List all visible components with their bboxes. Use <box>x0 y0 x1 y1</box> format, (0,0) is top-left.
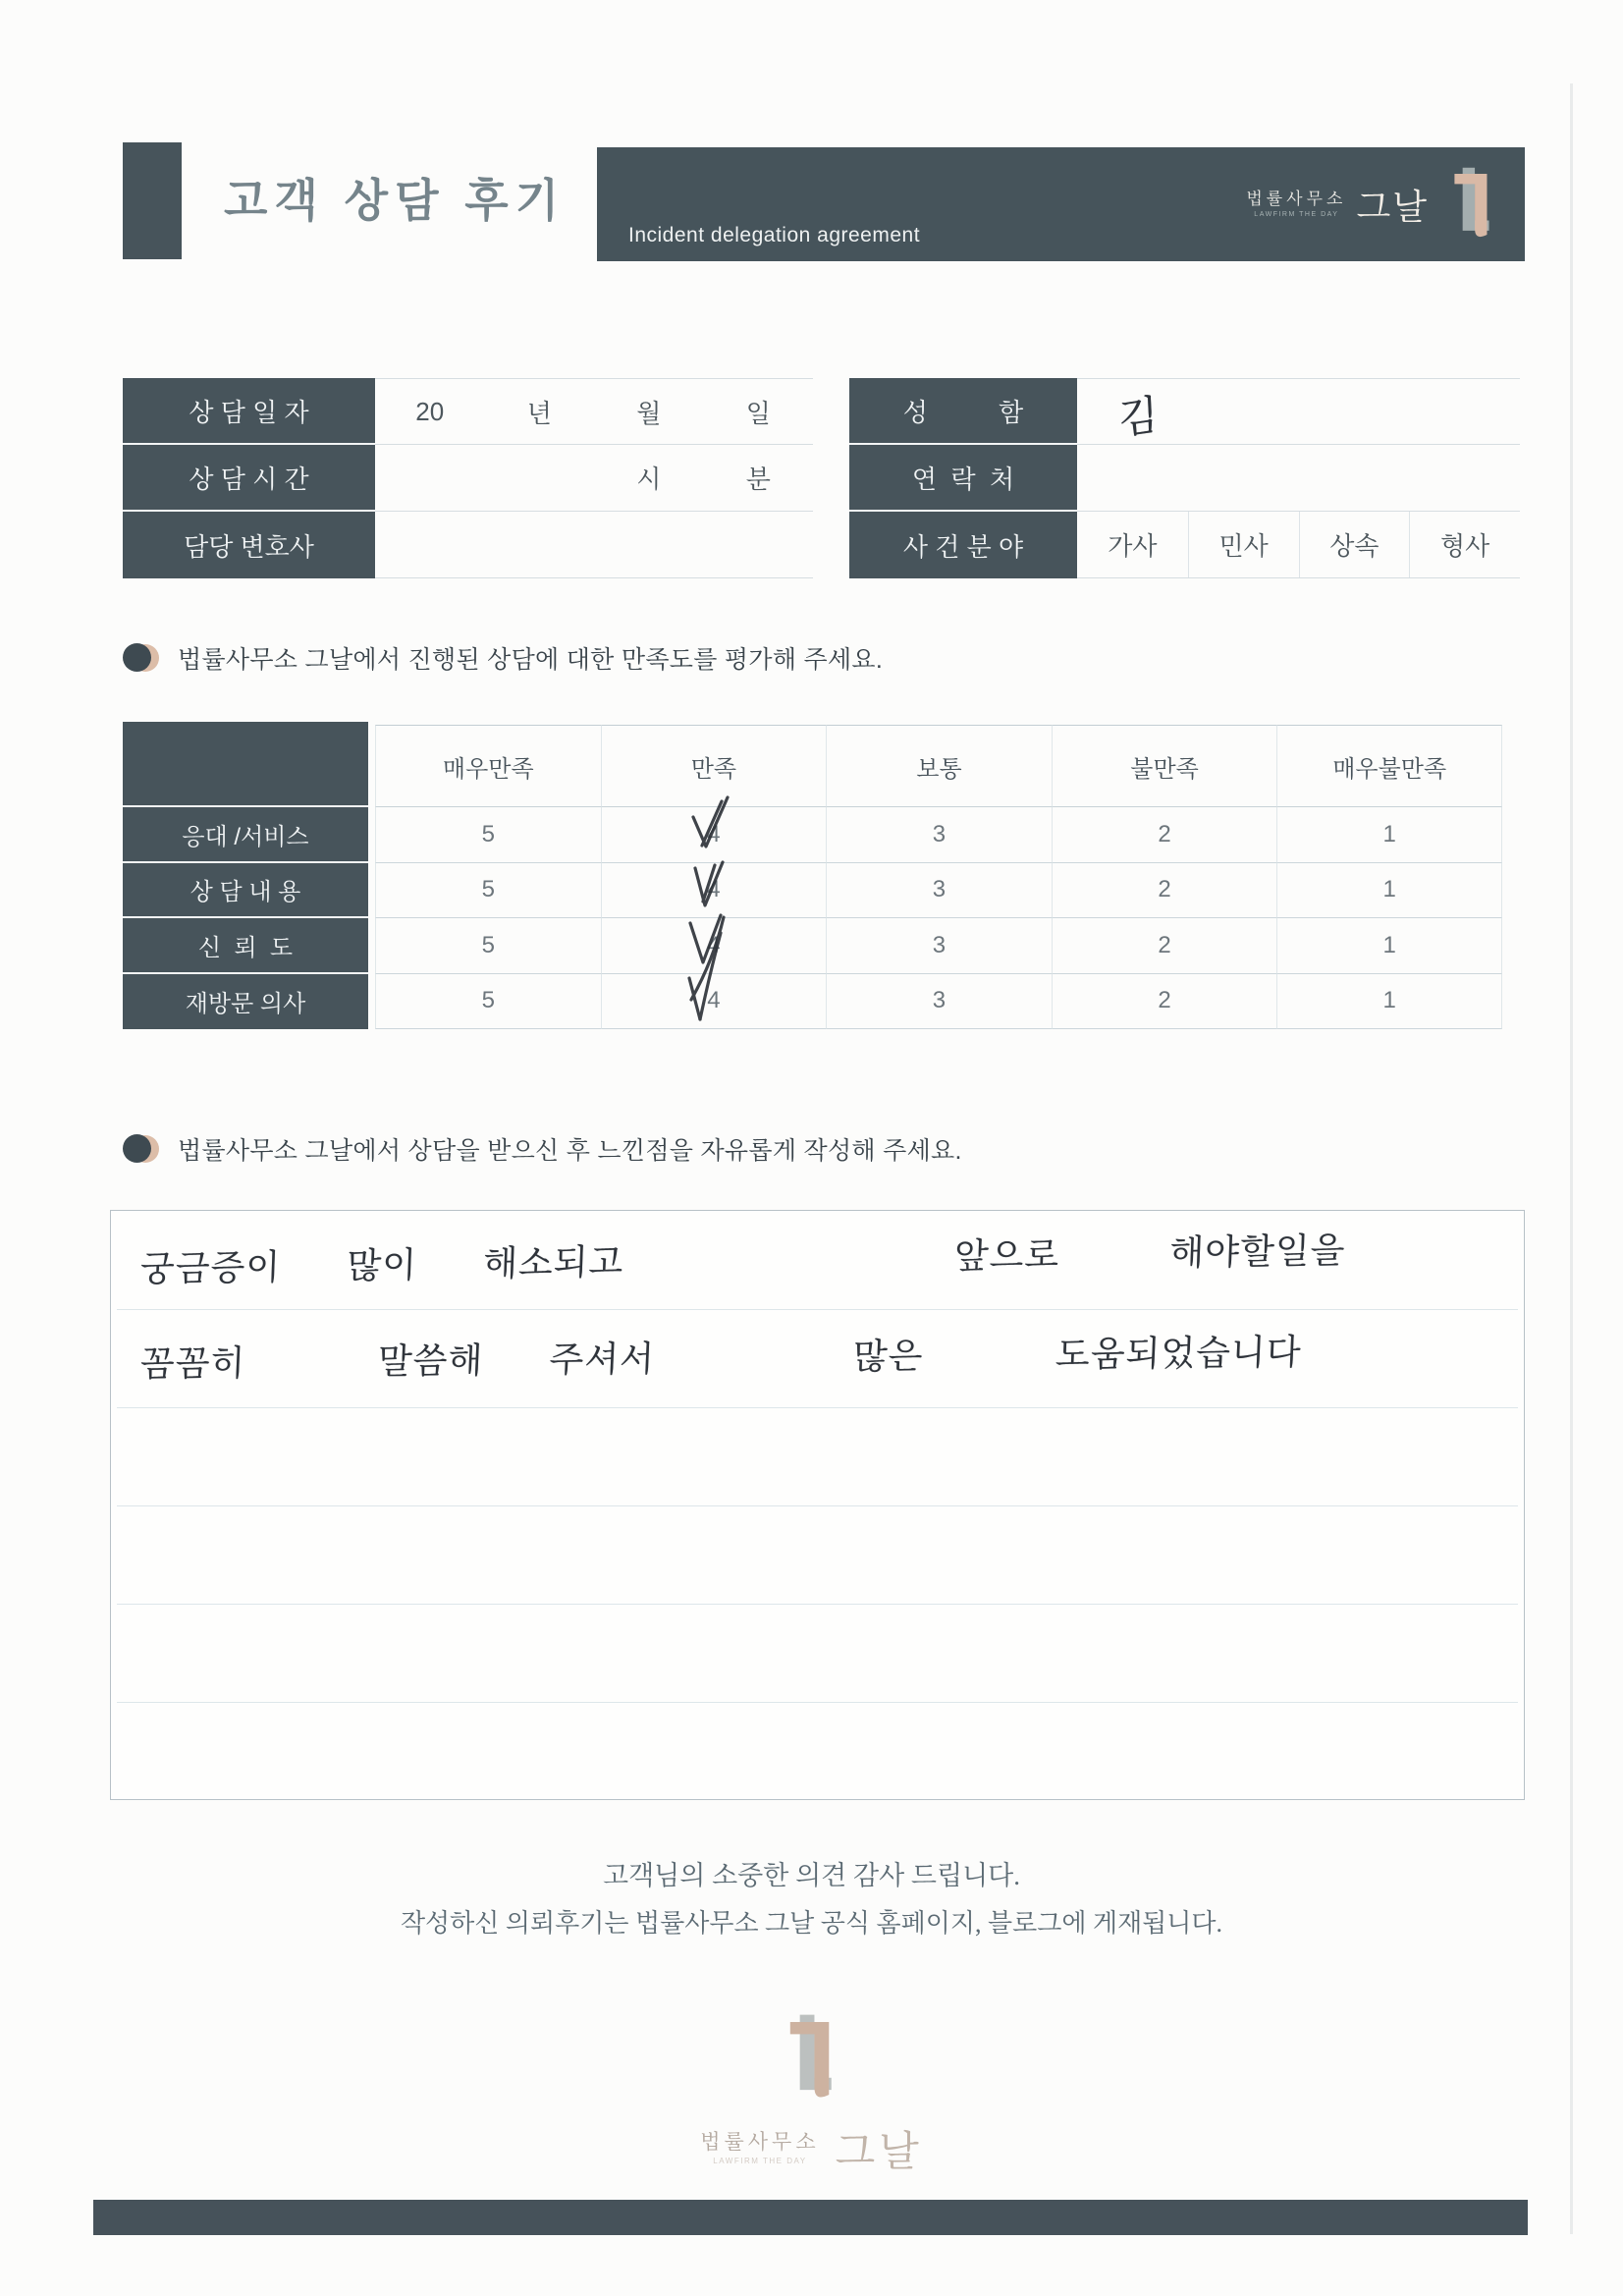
footer-logo <box>0 2011 1623 2178</box>
thanks-line-1: 고객님의 소중한 의견 감사 드립니다. <box>603 1861 1020 1890</box>
time-minute-unit: 분 <box>745 465 771 494</box>
rating-section-heading: 법률사무소 그날에서 진행된 상담에 대한 만족도를 평가해 주세요. <box>123 640 883 676</box>
brand-name-label: 그날 <box>835 2128 923 2174</box>
ruled-line <box>117 1505 1518 1506</box>
label-client-name: 성 함 <box>849 378 1077 445</box>
consult-time-field <box>375 445 813 512</box>
ruled-line <box>117 1407 1518 1408</box>
row-content-label: 상 담 내 용 <box>123 863 368 919</box>
label-case-type: 사 건 분 야 <box>849 512 1077 578</box>
col-neutral: 보통 <box>826 725 1052 807</box>
date-day-unit: 일 <box>745 398 771 428</box>
firm-monogram-icon <box>1442 159 1503 249</box>
comment-section-heading: 법률사무소 그날에서 상담을 받으신 후 느낀점을 자유롭게 작성해 주세요. <box>123 1131 962 1167</box>
col-very-satisfied: 매우만족 <box>375 725 601 807</box>
contact-field <box>1077 445 1520 512</box>
header-band <box>597 147 1525 261</box>
section-bullet-icon <box>123 643 160 673</box>
row-trust-label: 신 뢰 도 <box>123 918 368 974</box>
brand-firm-label: 법률사무소 <box>1246 190 1347 208</box>
thanks-line-2: 작성하신 의뢰후기는 법률사무소 그날 공식 홈페이지, 블로그에 게재됩니다. <box>400 1909 1223 1938</box>
ruled-line <box>117 1702 1518 1703</box>
case-option-criminal: 형사 <box>1409 512 1520 577</box>
handwritten-comment-line-1: 궁금증이 많이 해소되고 앞으로 해야할일을 <box>139 1230 1347 1290</box>
label-consult-date: 상 담 일 자 <box>123 378 375 445</box>
handwritten-comment-line-2: 꼼꼼히 말씀해 주셔서 많은 도움되었습니다 <box>139 1332 1303 1386</box>
attorney-field <box>375 512 813 578</box>
brand-name-label: 그날 <box>1356 186 1429 227</box>
header-subtitle: Incident delegation agreement <box>628 224 921 246</box>
comment-box <box>110 1210 1525 1800</box>
header-accent-block <box>123 142 182 259</box>
label-attorney: 담당 변호사 <box>123 512 375 578</box>
col-very-dissatisfied: 매우불만족 <box>1276 725 1502 807</box>
col-dissatisfied: 불만족 <box>1052 725 1277 807</box>
row-revisit-label: 재방문 의사 <box>123 974 368 1030</box>
ruled-line <box>117 1309 1518 1310</box>
consultation-info-table <box>123 378 813 578</box>
header-brand <box>1246 159 1503 249</box>
brand-firm-english-label: LAWFIRM THE DAY <box>713 2157 807 2165</box>
firm-monogram-icon <box>776 2011 848 2105</box>
page-title: 고객 상담 후기 <box>224 175 567 226</box>
col-satisfied: 만족 <box>601 725 827 807</box>
client-info-table <box>849 378 1520 578</box>
row-service-label: 응대 /서비스 <box>123 807 368 863</box>
case-option-family: 가사 <box>1108 531 1158 561</box>
case-option-civil: 민사 <box>1188 512 1299 577</box>
case-option-inheritance: 상속 <box>1299 512 1410 577</box>
ruled-line <box>117 1604 1518 1605</box>
footer-bar <box>93 2200 1528 2235</box>
date-year-prefix: 20 <box>415 396 445 426</box>
satisfaction-rating-table: 매우만족 만족 보통 불만족 매우불만족 응대 /서비스 5 4 3 2 1 상 담 내 용 5 4 3 2 1 신 뢰 도 5 4 3 2 1 재방문 의사 5 4 3 2 1 <box>123 725 1502 1029</box>
client-name-field <box>1077 378 1520 445</box>
brand-firm-label: 법률사무소 <box>700 2131 820 2154</box>
label-contact: 연 락 처 <box>849 445 1077 512</box>
brand-firm-english-label: LAWFIRM THE DAY <box>1254 211 1339 218</box>
case-type-options <box>1077 512 1520 578</box>
date-year-unit: 년 <box>526 398 552 428</box>
scan-edge-artifact <box>1570 83 1573 2234</box>
time-hour-unit: 시 <box>636 465 662 494</box>
section-bullet-icon <box>123 1134 160 1164</box>
consult-date-field <box>375 378 813 445</box>
label-consult-time: 상 담 시 간 <box>123 445 375 512</box>
handwritten-name: 김 <box>1116 390 1160 444</box>
rating-corner-cell <box>123 722 368 807</box>
date-month-unit: 월 <box>636 398 662 428</box>
